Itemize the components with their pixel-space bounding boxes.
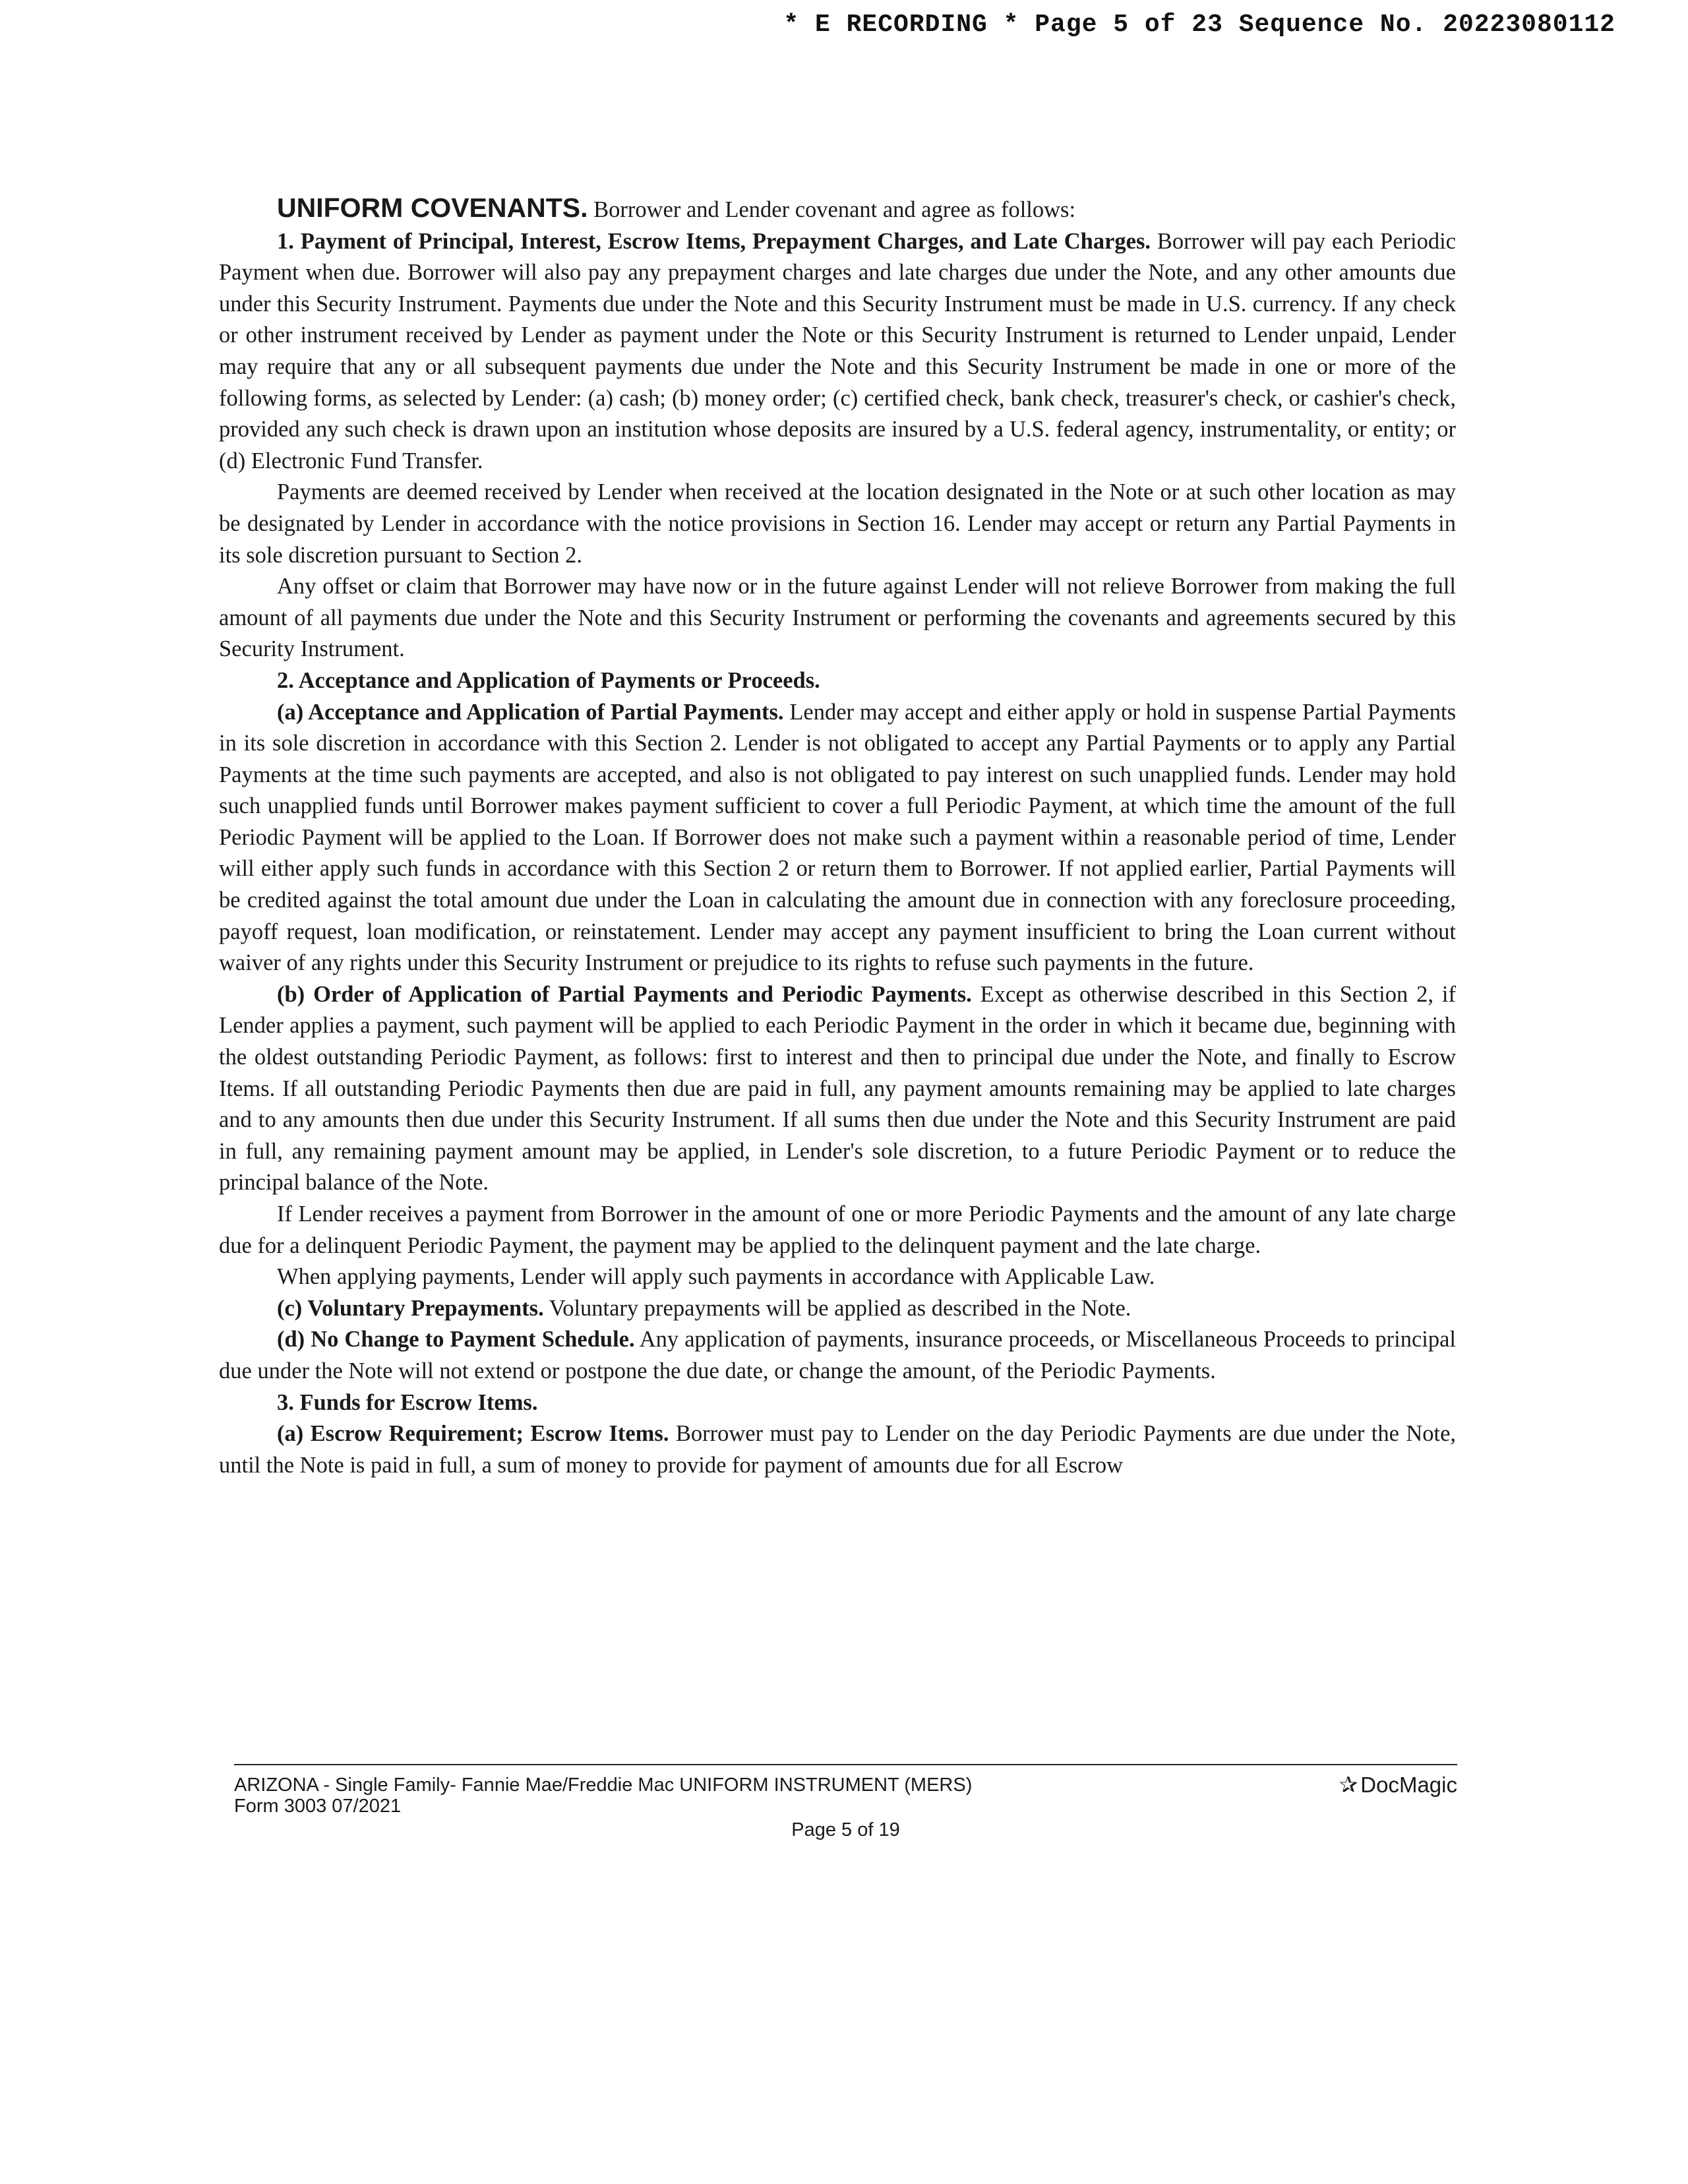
section-2c-paragraph [219, 1293, 1456, 1325]
section-2-heading [219, 665, 1456, 697]
late-charge-text: If Lender receives a payment from Borrower in the amount of one or more Periodic Payments and the amount of any late charge due for a delinquent Periodic Payment, the payment may be applied to the delinquent payment and the late charge. [219, 1201, 1456, 1258]
footer-page-number: Page 5 of 19 [791, 1819, 900, 1840]
section-2d-text: Any application of payments, insurance proceeds, or Miscellaneous Proceeds to principal due under the Note will not extend or postpone the due date, or change the amount, of the Periodic Payments. [219, 1327, 1456, 1383]
payments-received-text: Payments are deemed received by Lender when received at the location designated in the Note or at such other location as may be designated by Lender in accordance with the notice provisions in Section 16. Lender may accept or return any Partial Payments in its sole discretion pursuant to Section 2. [219, 479, 1456, 568]
applicable-law-text: When applying payments, Lender will apply such payments in accordance with Applicable Law. [277, 1264, 1155, 1290]
footer-form-title: ARIZONA - Single Family- Fannie Mae/Freddie Mac UNIFORM INSTRUMENT (MERS) [234, 1774, 973, 1796]
payments-received-paragraph [219, 477, 1456, 571]
section-3a-title: (a) Escrow Requirement; Escrow Items. [277, 1421, 669, 1447]
heading-text: Borrower and Lender covenant and agree as follows: [588, 197, 1076, 222]
section-2b-title: (b) Order of Application of Partial Payments and Periodic Payments. [277, 981, 972, 1007]
section-2-title: 2. Acceptance and Application of Payments or Proceeds. [277, 667, 820, 693]
section-2c-title: (c) Voluntary Prepayments. [277, 1295, 544, 1321]
section-2c-text: Voluntary prepayments will be applied as described in the Note. [543, 1295, 1131, 1321]
section-2a-title: (a) Acceptance and Application of Partial Payments. [277, 699, 784, 725]
section-3a-text: Borrower must pay to Lender on the day Periodic Payments are due under the Note, until the Note is paid in full, a sum of money to provide for payment of amounts due for all Escrow [219, 1421, 1457, 1478]
page-footer [234, 1764, 1457, 1840]
footer-row [234, 1774, 1457, 1817]
section-2a-paragraph [219, 697, 1456, 979]
section-3-title: 3. Funds for Escrow Items. [277, 1389, 538, 1415]
section-1-text: Borrower will pay each Periodic Payment when due. Borrower will also pay any prepayment charges and late charges due under the Note, and any other amounts due under this Security Instrument. Payments due under the Note and this Security Instrument must be made in U.S. currency. If any check or other instrument received by Lender as payment under the Note or this Security Instrument is returned to Lender unpaid, Lender may require that any or all subsequent payments due under the Note and this Security Instrument be made in one or more of the following forms, as selected by Lender: (a) cash; (b) money order; (c) certified check, bank check, treasurer's check, or cashier's check, provided any such check is drawn upon an institution whose deposits are insured by a U.S. federal agency, instrumentality, or entity; or (d) Electronic Fund Transfer. [219, 228, 1456, 473]
applicable-law-paragraph [219, 1261, 1456, 1293]
section-2b-text: Except as otherwise described in this Section 2, if Lender applies a payment, such payment will be applied to each Periodic Payment in the order in which it became due, beginning with the oldest outstanding Periodic Payment, as follows: first to interest and then to principal due under the Note, and finally to Escrow Items. If all outstanding Periodic Payments then due are paid in full, any payment amounts remaining may be applied to late charges and to any amounts then due under this Security Instrument. If all sums then due under the Note and this Security Instrument are paid in full, any remaining payment amount may be applied, in Lender's sole discretion, to a future Periodic Payment or to reduce the principal balance of the Note. [219, 981, 1456, 1196]
late-charge-paragraph [219, 1199, 1456, 1261]
section-2d-paragraph [219, 1324, 1456, 1387]
offset-claim-text: Any offset or claim that Borrower may have now or in the future against Lender will not relieve Borrower from making the full amount of all payments due under the Note and this Security Instrument or performing the covenants and agreements secured by this Security Instrument. [219, 574, 1456, 662]
section-3-heading [219, 1387, 1456, 1419]
footer-divider [234, 1764, 1457, 1765]
star-icon: ✰ [1339, 1773, 1358, 1798]
section-2a-text: Lender may accept and either apply or hold in suspense Partial Payments in its sole discretion in accordance with this Section 2. Lender is not obligated to accept any Partial Payments or to apply any Partial Payments at the time such payments are accepted, and also is not obligated to pay interest on such unapplied funds. Lender may hold such unapplied funds until Borrower makes payment sufficient to cover a full Periodic Payment, at which time the amount of the full Periodic Payment will be applied to the Loan. If Borrower does not make such a payment within a reasonable period of time, Lender will either apply such funds in accordance with this Section 2 or return them to Borrower. If not applied earlier, Partial Payments will be credited against the total amount due under the Loan in calculating the amount due in connection with any foreclosure proceeding, payoff request, loan modification, or reinstatement. Lender may accept any payment insufficient to bring the Loan current without waiver of any rights under this Security Instrument or prejudice to its rights to refuse such payments in the future. [219, 699, 1456, 976]
uniform-covenants-heading [219, 193, 1456, 226]
docmagic-brand: DocMagic [1360, 1773, 1457, 1797]
document-body [219, 193, 1456, 1481]
section-1-title: 1. Payment of Principal, Interest, Escrow Items, Prepayment Charges, and Late Charges. [277, 228, 1151, 254]
section-2b-paragraph [219, 979, 1456, 1199]
offset-claim-paragraph [219, 571, 1456, 665]
heading-title: UNIFORM COVENANTS. [277, 193, 588, 223]
docmagic-logo [1339, 1774, 1457, 1796]
section-1-paragraph [219, 226, 1456, 477]
recording-stamp: * E RECORDING * Page 5 of 23 Sequence No. 20223080112 [783, 11, 1615, 39]
section-2d-title: (d) No Change to Payment Schedule. [277, 1327, 635, 1352]
footer-form-number: Form 3003 07/2021 [234, 1796, 402, 1817]
footer-form-info [234, 1774, 972, 1817]
section-3a-paragraph [219, 1418, 1456, 1481]
